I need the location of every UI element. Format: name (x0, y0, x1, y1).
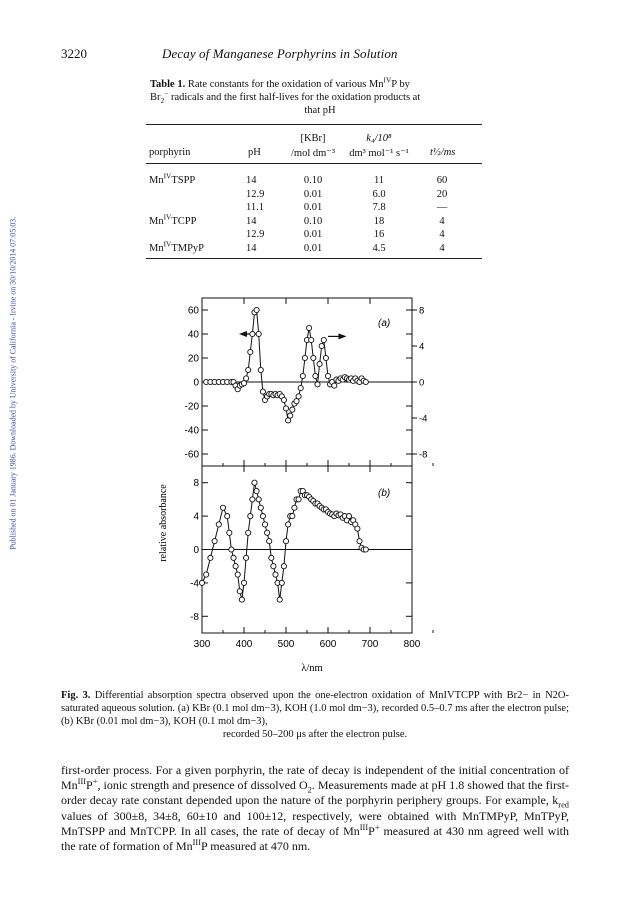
right-tick-label: -8 (419, 449, 428, 461)
table-caption-text: radicals and the first half-lives for the oxidation products at (170, 92, 421, 103)
table-cell-porphyrin: $Mn^{IV}TMPyP$ (149, 239, 205, 254)
body-text: P (86, 778, 93, 793)
data-point (220, 505, 225, 510)
data-point (307, 325, 312, 330)
data-point (212, 539, 217, 544)
data-point (346, 514, 351, 519)
data-point (237, 589, 242, 594)
data-point (256, 331, 261, 336)
x-tick-label: 500 (277, 639, 295, 650)
data-point (271, 564, 276, 569)
data-point (286, 522, 291, 527)
table-header-kbr: [KBr] (300, 133, 326, 144)
table-caption-sub: 2 (160, 96, 165, 106)
table-cell-kbr: 0.01 (303, 243, 323, 254)
data-point (254, 307, 259, 312)
data-point (363, 379, 368, 384)
y-tick-label: 60 (187, 305, 199, 317)
table-header-k4-unit: dm³ mol⁻¹ s⁻¹ (349, 148, 409, 159)
panel-b-label: (b) (378, 488, 391, 499)
data-point (250, 497, 255, 502)
data-point (321, 337, 326, 342)
data-point (225, 514, 230, 519)
data-point (300, 373, 305, 378)
table-cell-t: 4 (439, 229, 445, 241)
y-tick-label: 8 (193, 478, 199, 490)
data-point (231, 555, 236, 560)
body-sup: + (374, 822, 380, 832)
table-header-k4: k₄/10⁸ (366, 133, 392, 144)
table-cell-porphyrin: $Mn^{IV}TSPP$ (149, 171, 196, 186)
data-point (258, 505, 263, 510)
table-cell-kbr: 0.01 (303, 188, 323, 200)
x-tick-label: 600 (319, 639, 337, 650)
y-tick-label: 4 (193, 511, 199, 523)
data-point (325, 373, 330, 378)
body-text: first-order process. For a given porphyrin, the rate of decay is independent of the initial concentration of Mn (61, 763, 569, 793)
data-point (313, 373, 318, 378)
data-point (269, 555, 274, 560)
data-point (239, 597, 244, 602)
table-cell-k4: 16 (373, 229, 385, 241)
table-cell-ph: 12.9 (246, 188, 265, 200)
data-point (260, 389, 265, 394)
table-caption-sup: IV (383, 75, 392, 85)
table-header-ph: pH (248, 147, 261, 158)
y-tick-label: -60 (184, 449, 199, 461)
page-number: 3220 (61, 46, 87, 61)
data-point (290, 514, 295, 519)
data-point (262, 522, 267, 527)
right-tick-label: -4 (419, 413, 428, 425)
data-point (244, 376, 249, 381)
margin-note-text: Published on 01 January 1986. Downloaded by University of California - Irvine on 30/10/2014 07:05:03. (8, 216, 18, 550)
table-caption-text: that pH (304, 105, 336, 116)
table-caption-text: Rate constants for the oxidation of various Mn (187, 79, 384, 90)
y-tick-label: 0 (193, 545, 199, 556)
table-caption-sup: − (164, 88, 169, 98)
table-header-half-life: t½/ms (430, 147, 456, 158)
data-point (244, 555, 249, 560)
data-point (254, 488, 259, 493)
data-point (199, 580, 204, 585)
right-tick-label: 8 (419, 305, 425, 317)
data-point (323, 355, 328, 360)
body-sup: III (359, 822, 369, 832)
table-cell-ph: 14 (246, 215, 257, 227)
data-point (235, 572, 240, 577)
body-sup: III (77, 777, 87, 787)
x-tick-label: 300 (193, 639, 211, 650)
body-sub: red (558, 800, 569, 810)
table-header-kbr-unit: /mol dm⁻³ (291, 148, 335, 159)
table-cell-kbr: 0.01 (303, 229, 323, 241)
data-point (296, 394, 301, 399)
table-caption-text: P by (391, 79, 410, 90)
table-cell-k4: 7.8 (372, 202, 386, 214)
table-cell-k4: 4.5 (372, 243, 386, 254)
table-caption-label: Table 1. (150, 79, 186, 90)
body-sup: + (92, 777, 98, 787)
body-text: P (368, 823, 375, 838)
table-cell-t: 4 (439, 243, 445, 254)
figure-y-label: relative absorbance (158, 484, 169, 562)
data-point (216, 522, 221, 527)
data-point (357, 539, 362, 544)
y-tick-label: -40 (184, 425, 199, 437)
data-point (246, 367, 251, 372)
arrow-left-head (239, 331, 247, 337)
data-point (283, 539, 288, 544)
table-cell-kbr: 0.10 (303, 175, 323, 186)
table-cell-ph: 12.9 (246, 229, 265, 241)
table-caption (150, 75, 490, 117)
figure-frames (202, 298, 433, 633)
panel-a-label: (a) (378, 318, 391, 329)
y-tick-label: 40 (187, 329, 199, 341)
table-cell-t: 60 (436, 175, 448, 186)
table-cell-porphyrin: $Mn^{IV}TCPP$ (149, 212, 197, 227)
right-tick-label: 0 (419, 377, 425, 389)
table-cell-kbr: 0.10 (303, 215, 323, 227)
body-text: , ionic strength and presence of dissolved O (97, 778, 308, 793)
data-point (229, 547, 234, 552)
data-point (296, 497, 301, 502)
data-point (227, 530, 232, 535)
data-point (273, 572, 278, 577)
figure-x-label: λ/nm (301, 663, 323, 674)
data-point (290, 407, 295, 412)
data-point (260, 514, 265, 519)
y-tick-label: 0 (193, 377, 199, 389)
data-point (267, 539, 272, 544)
table-cell-kbr: 0.01 (303, 202, 323, 214)
figure-caption-last-line: recorded 50–200 μs after the electron pulse. (222, 729, 408, 740)
data-point (208, 555, 213, 560)
y-tick-label: -20 (184, 401, 199, 413)
figure-caption-label: Fig. 3. (61, 690, 91, 701)
table-cell-k4: 18 (373, 215, 385, 227)
data-point (292, 505, 297, 510)
table-cell-ph: 14 (246, 243, 257, 254)
table-header-rule (146, 163, 482, 164)
table-cell-t: 20 (436, 188, 448, 200)
data-point (252, 480, 257, 485)
table-cell-k4: 11 (373, 175, 385, 186)
figure-3 (150, 288, 440, 674)
y-tick-label: -8 (190, 611, 199, 623)
data-point (233, 564, 238, 569)
figure-caption (61, 689, 569, 741)
body-sup: III (192, 838, 201, 848)
right-tick-label: 4 (419, 341, 425, 353)
data-point (309, 337, 314, 342)
x-tick-label: 400 (235, 639, 253, 650)
data-point (298, 385, 303, 390)
x-tick-label: 800 (403, 639, 421, 650)
table-top-rule (146, 124, 482, 125)
data-point (241, 580, 246, 585)
y-tick-label: -4 (190, 578, 199, 590)
data-point (265, 530, 270, 535)
table-cell-t: 4 (439, 215, 445, 227)
data-point (204, 572, 209, 577)
data-point (283, 406, 288, 411)
running-title: Decay of Manganese Porphyrins in Solution (162, 46, 398, 61)
margin-note (8, 128, 18, 588)
arrow-right-head (338, 333, 346, 339)
figure-data (185, 306, 428, 651)
data-point (250, 331, 255, 336)
data-point (246, 530, 251, 535)
table-cell-t: — (436, 202, 448, 214)
data-point (248, 514, 253, 519)
data-point (248, 349, 253, 354)
data-point (311, 355, 316, 360)
data-point (256, 497, 261, 502)
body-text: . Measurements made at pH 1.8 showed that the first-order decay rate constant depended upon the nature of the porphyrin periphery groups. For example, k (61, 778, 570, 808)
data-point (302, 355, 307, 360)
data-point (279, 580, 284, 585)
data-point (363, 547, 368, 552)
body-sub: 2 (307, 785, 312, 795)
table-header-porphyrin: porphyrin (149, 147, 191, 158)
table-cell-k4: 6.0 (372, 188, 386, 200)
data-point (288, 413, 293, 418)
body-paragraph (61, 763, 569, 854)
data-point (281, 564, 286, 569)
data-point (319, 343, 324, 348)
spectrum-line (206, 310, 366, 420)
body-text: P measured at 470 nm. (201, 839, 311, 854)
table-caption-text: Br (150, 92, 161, 103)
y-tick-label: 20 (187, 353, 199, 365)
data-point (332, 383, 337, 388)
x-tick-label: 700 (361, 639, 379, 650)
data-point (315, 382, 320, 387)
table-cell-ph: 11.1 (246, 202, 264, 214)
data-point (317, 361, 322, 366)
table-cell-ph: 14 (246, 175, 257, 186)
body-text: values of 300±8, 34±8, 60±10 and 100±12, respectively, were obtained with MnTMPyP, MnTPyP, MnTSPP and MnTCPP. In all cases, the rate of decay of Mn (61, 808, 569, 838)
figure-caption-text: Differential absorption spectra observed upon the one-electron oxidation of MnIVTCPP with Br2− in N2O-saturated aqueous solution. (a) KBr (0.1 mol dm−3), KOH (1.0 mol dm−3), recorded 0.5–0.7 ms after the electron pulse; (b) KBr (0.01 mol dm−3), KOH (0.1 mol dm−3), (61, 690, 569, 727)
table-bottom-rule (146, 258, 482, 259)
data-point (355, 526, 360, 531)
data-point (258, 367, 263, 372)
data-point (277, 597, 282, 602)
body-text: measured at 430 nm agreed well with the rate of formation of Mn (61, 823, 569, 854)
data-point (281, 397, 286, 402)
